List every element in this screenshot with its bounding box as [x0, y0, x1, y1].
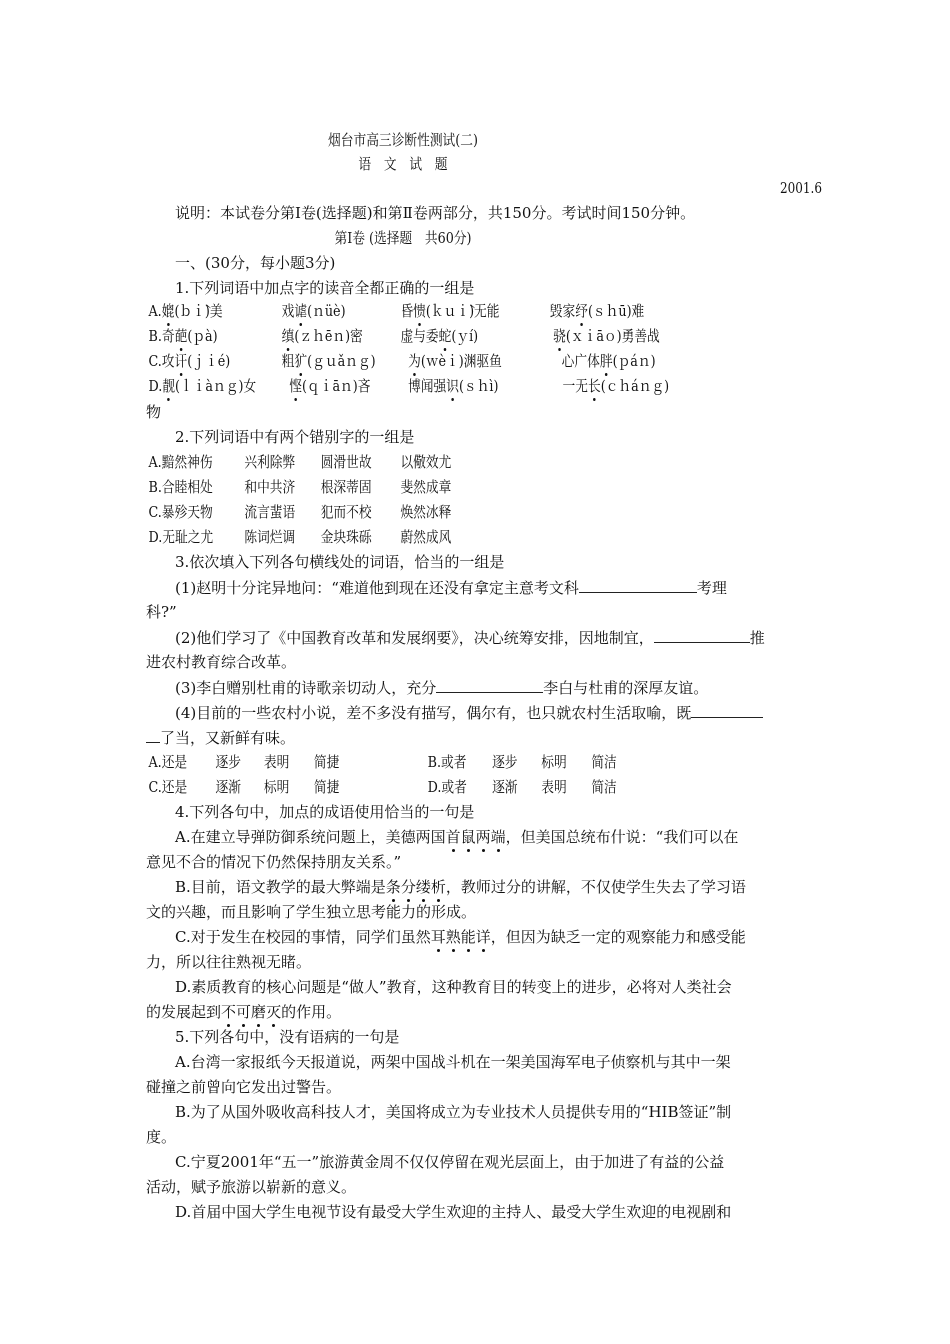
q3-blank-2[interactable]	[654, 627, 750, 643]
q3-sentence-2: (2)他们学习了《中国教育改革和发展纲要》，决心统筹安排，因地制宜， 推	[175, 629, 765, 647]
q5-option-a-cont: 碰撞之前曾向它发出过警告。	[146, 1078, 342, 1096]
q5-option-a: A.台湾一家报纸今天报道说，两架中国战斗机在一架美国海军电子侦察机与其中一架	[175, 1053, 731, 1071]
q5-option-b: B.为了从国外吸收高科技人才，美国将成立为专业技术人员提供专用的“HIB签证”制	[175, 1103, 732, 1121]
q3-sentence-4-cont: 了当，又新鲜有味。	[146, 727, 295, 748]
q1-option-d-tail: 物	[146, 403, 162, 421]
q4-option-d-cont: 的发展起到不可磨灭的作用。	[146, 1003, 342, 1021]
q4-option-a: A.在建立导弹防御系统问题上，美德两国首鼠两端，但美国总统布什说：“我们可以在	[175, 828, 739, 846]
exam-subtitle: 语 文 试 题	[358, 155, 448, 173]
q3-sentence-4: (4)目前的一些农村小说，差不多没有描写，偶尔有，也只就农村生活取喻，既	[175, 702, 763, 723]
q5-option-c-cont: 活动，赋予旅游以崭新的意义。	[146, 1178, 357, 1196]
q3-blank-4-cont[interactable]	[146, 727, 160, 743]
section-heading: 一、(30分，每小题3分)	[175, 254, 336, 272]
q4-stem: 4.下列各句中，加点的成语使用恰当的一句是	[175, 803, 475, 821]
q3-blank-3[interactable]	[436, 677, 543, 693]
q5-option-c: C.宁夏2001年“五一”旅游黄金周不仅仅停留在观光层面上，由于加进了有益的公益	[175, 1153, 725, 1171]
q3-blank-4[interactable]	[691, 702, 763, 718]
q4-option-b: B.目前，语文教学的最大弊端是条分缕析，教师过分的讲解，不仅使学生失去了学习语	[175, 878, 746, 896]
exam-page: 烟台市高三诊断性测试(二) 语 文 试 题 2001.6 说明：本试卷分第Ⅰ卷(选择题)和第Ⅱ卷两部分，共150分。考试时间150分钟。 第Ⅰ卷 (选择题 共60分) 一、(30分，每小题3分) 1.下列词语中加点字的读音全都正确的一组是 A.媲(ｂｉ̀)美 戏谑(ｎüè) 昏愦(ｋｕｉ̀)无能 毁家纾(ｓｈū)难 B.奇葩(ｐà) 缜(ｚｈēｎ)密 虚与委蛇(ｙí) 骁(ｘｉāｏ)勇善战 C.攻讦(ｊｉé) 粗犷(ｇｕǎｎｇ) 为(ｗèｉ)渊驱鱼 心广体胖(ｐáｎ) D.靓(ｌｉàｎｇ)女 悭(ｑｉāｎ)吝 博闻强识(ｓｈì) 一无长(ｃｈáｎｇ) 物 2.下列词语中有两个错别字的一组是 A.黯然神伤 兴利除弊 圆滑世故 以儆效尤 B.合睦相处 和中共济 根深蒂固 斐然成章 C.暴殄天物 流言蜚语 犯而不校 焕然冰释 D.无耻之尤 陈词烂调 金块珠砾 蔚然成风 3.依次填入下列各句横线处的词语，恰当的一组是 (1)赵明十分诧异地问：“难道他到现在还没有拿定主意考文科 考理 科?” (2)他们学习了《中国教育改革和发展纲要》，决心统筹安排，因地制宜， 推 进农村教育综合改革。 (3)李白赠别杜甫的诗歌亲切动人，充分 李白与杜甫的深厚友谊。 (4)目前的一些农村小说，差不多没有描写，偶尔有，也只就农村生活取喻，既 了当，又新鲜有味。 A.还是 逐步 表明 简捷 B.或者 逐步 标明 简洁 C.还是 逐渐 标明 简捷 D.或者 逐渐 表明 简洁 4.下列各句中，加点的成语使用恰当的一句是 A.在建立导弹防御系统问题上，美德两国首鼠两端，但美国总统布什说：“我们可以在 意见不合的情况下仍然保持朋友关系。” B.目前，语文教学的最大弊端是条分缕析，教师过分的讲解，不仅使学生失去了学习语 文的兴趣，而且影响了学生独立思考能力的形成。 C.对于发生在校园的事情，同学们虽然耳熟能详，但因为缺乏一定的观察能力和感受能 力，所以往往熟视无睹。 D.素质教育的核心问题是“做人”教育，这种教育目的转变上的进步，必将对人类社会 的发展起到不可磨灭的作用。 5.下列各句中，没有语病的一句是 A.台湾一家报纸今天报道说，两架中国战斗机在一架美国海军电子侦察机与其中一架 碰撞之前曾向它发出过警告。 B.为了从国外吸收高科技人才，美国将成立为专业技术人员提供专用的“HIB签证”制 度。 C.宁夏2001年“五一”旅游黄金周不仅仅停留在观光层面上，由于加进了有益的公益 活动，赋予旅游以崭新的意义。 D.首届中国大学生电视节设有最受大学生欢迎的主持人、最受大学生欢迎的电视剧和	[0, 0, 950, 1344]
q4-idiom-b: 条分缕析	[385, 878, 446, 896]
q3-sentence-1: (1)赵明十分诧异地问：“难道他到现在还没有拿定主意考文科 考理	[175, 579, 727, 597]
q3-stem: 3.依次填入下列各句横线处的词语，恰当的一组是	[175, 553, 505, 571]
q1-stem: 1.下列词语中加点字的读音全都正确的一组是	[175, 279, 475, 297]
q3-sentence-2-cont: 进农村教育综合改革。	[146, 653, 297, 671]
q4-option-c-cont: 力，所以往往熟视无睹。	[146, 953, 312, 971]
q3-sentence-3: (3)李白赠别杜甫的诗歌亲切动人，充分 李白与杜甫的深厚友谊。	[175, 679, 709, 697]
q4-option-a-cont: 意见不合的情况下仍然保持朋友关系。”	[146, 853, 402, 871]
exam-date: 2001.6	[779, 179, 822, 197]
q4-idiom-d: 不可磨灭	[221, 1003, 282, 1021]
exam-note: 说明：本试卷分第Ⅰ卷(选择题)和第Ⅱ卷两部分，共150分。考试时间150分钟。	[175, 204, 696, 222]
q3-blank-1[interactable]	[579, 577, 697, 593]
q3-sentence-1-cont: 科?”	[146, 603, 177, 621]
exam-title: 烟台市高三诊断性测试(二)	[328, 131, 478, 149]
q5-stem: 5.下列各句中，没有语病的一句是	[175, 1028, 400, 1046]
q5-option-b-cont: 度。	[146, 1128, 177, 1146]
q4-option-c: C.对于发生在校园的事情，同学们虽然耳熟能详，但因为缺乏一定的观察能力和感受能	[175, 928, 746, 946]
part-heading: 第Ⅰ卷 (选择题 共60分)	[334, 229, 472, 247]
q4-option-b-cont: 文的兴趣，而且影响了学生独立思考能力的形成。	[146, 903, 477, 921]
q4-idiom-a: 首鼠两端	[445, 828, 506, 846]
q2-stem: 2.下列词语中有两个错别字的一组是	[175, 428, 415, 446]
q4-idiom-c: 耳熟能详	[430, 928, 491, 946]
q4-option-d: D.素质教育的核心问题是“做人”教育，这种教育目的转变上的进步，必将对人类社会	[175, 978, 732, 996]
q5-option-d: D.首届中国大学生电视节设有最受大学生欢迎的主持人、最受大学生欢迎的电视剧和	[175, 1203, 732, 1221]
